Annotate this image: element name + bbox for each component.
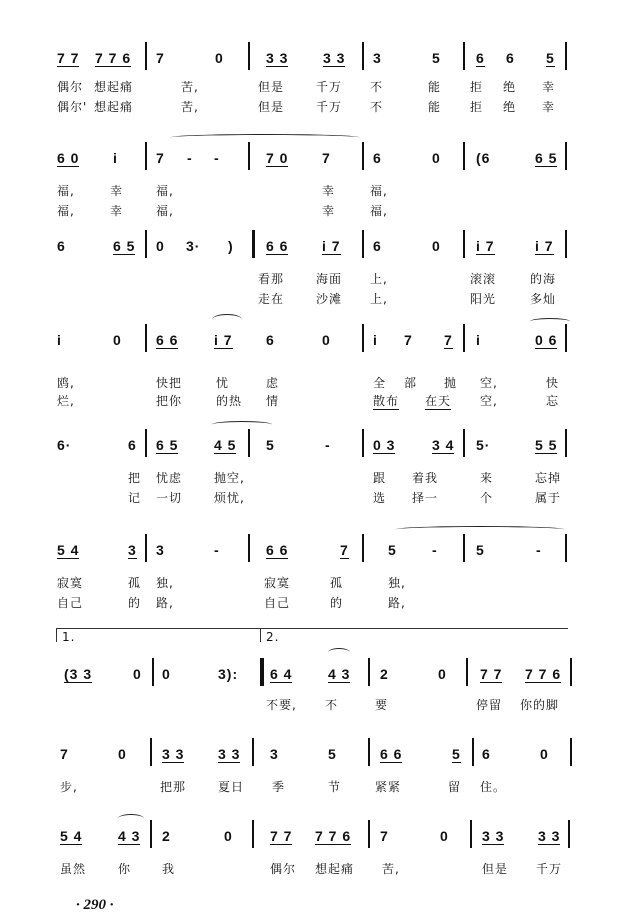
slur (395, 526, 565, 533)
barline (152, 658, 154, 686)
lyric: 住。 (480, 780, 507, 794)
page-number: · 290 · (76, 897, 114, 913)
lyric: 孤 (128, 576, 142, 590)
barline (145, 534, 147, 562)
note: 7 7 (480, 666, 503, 682)
note: - (214, 150, 220, 166)
note: 3 (156, 542, 165, 558)
lyric: 虑 (266, 376, 280, 390)
barline (362, 42, 364, 70)
note: 3· (186, 238, 201, 254)
note: 0 6 (535, 332, 558, 348)
note: 6 (57, 238, 66, 254)
barline (248, 42, 250, 70)
lyric: 停留 (476, 698, 503, 712)
lyric: 抛 (444, 376, 458, 390)
lyric: 择一 (412, 491, 439, 505)
note: i 7 (535, 238, 554, 254)
note: ) (228, 238, 234, 254)
note: 7 7 6 (95, 50, 132, 66)
lyric: 你 (118, 862, 132, 876)
barline (368, 738, 370, 766)
note: i (476, 332, 481, 348)
lyric: 福, (370, 184, 388, 198)
lyric: 自己 (57, 596, 84, 610)
note: 5 (432, 50, 441, 66)
slur (170, 134, 360, 141)
lyric: 绝 (503, 100, 517, 114)
note: (6 (476, 150, 491, 166)
note: 6 (482, 746, 491, 762)
lyric: 忘掉 (535, 471, 562, 485)
note: 7 7 6 (315, 828, 352, 844)
lyric: 散布 (373, 394, 400, 408)
lyric: 幸 (322, 204, 336, 218)
lyric: 着我 (412, 471, 439, 485)
barline (470, 820, 472, 848)
barline (565, 42, 567, 70)
note: i (373, 332, 378, 348)
note: 7 (340, 542, 349, 558)
tie (328, 648, 350, 657)
lyric: 烦忧, (214, 491, 245, 505)
barline (466, 658, 468, 686)
lyric: 独, (156, 576, 174, 590)
lyric: 海面 (316, 272, 343, 286)
lyric: 步, (60, 780, 78, 794)
lyric: 偶尔 (270, 862, 297, 876)
note: 6 6 (156, 332, 179, 348)
note: - (325, 437, 331, 453)
lyric: 幸 (322, 184, 336, 198)
note: 7 0 (266, 150, 289, 166)
lyric: 夏日 (218, 780, 245, 794)
note: 5 (388, 542, 397, 558)
volta-line (260, 628, 261, 642)
barline (145, 230, 147, 258)
lyric: 在天 (425, 394, 452, 408)
note: 0 (133, 666, 142, 682)
note: 0 (162, 666, 171, 682)
lyric: 幸 (110, 184, 124, 198)
note: i (113, 150, 118, 166)
lyric: 福, (156, 204, 174, 218)
repeat-barline (260, 658, 264, 686)
lyric: 空, (480, 376, 498, 390)
note: 4 5 (214, 437, 237, 453)
lyric: 苦, (382, 862, 400, 876)
lyric: 烂, (57, 394, 75, 408)
lyric: 想起痛 (94, 80, 134, 94)
lyric: 拒 (470, 100, 484, 114)
note: 7 7 (57, 50, 80, 66)
note: 3 (373, 50, 382, 66)
lyric: 不 (325, 698, 339, 712)
tie (118, 814, 144, 823)
lyric: 绝 (503, 80, 517, 94)
note: 6 5 (156, 437, 179, 453)
barline (362, 429, 364, 457)
lyric: 紧紧 (375, 780, 402, 794)
lyric: 把你 (156, 394, 183, 408)
lyric: 偶尔 (57, 80, 84, 94)
lyric: 空, (480, 394, 498, 408)
lyric: 想起痛 (94, 100, 134, 114)
lyric: 千万 (316, 100, 343, 114)
note: - (536, 542, 542, 558)
note: 2 (380, 666, 389, 682)
lyric: 阳光 (470, 292, 497, 306)
note: 6 6 (266, 238, 289, 254)
lyric: 走在 (258, 292, 285, 306)
note: 7 (380, 828, 389, 844)
lyric: 虽然 (60, 862, 87, 876)
barline (568, 820, 570, 848)
note: 6 6 (380, 746, 403, 762)
note: 3 (128, 542, 137, 558)
volta-2-label: 2. (266, 630, 280, 644)
lyric: 上, (370, 292, 388, 306)
barline (463, 42, 465, 70)
barline (570, 658, 572, 686)
lyric: 的海 (530, 272, 557, 286)
note: 5 5 (535, 437, 558, 453)
lyric: 看那 (258, 272, 285, 286)
barline (248, 534, 250, 562)
lyric: 苦, (181, 80, 199, 94)
lyric: 上, (370, 272, 388, 286)
note: i 7 (214, 332, 233, 348)
barline (145, 429, 147, 457)
note: 5 4 (60, 828, 83, 844)
lyric: 的热 (216, 394, 243, 408)
note: 4 3 (328, 666, 351, 682)
note: 3): (218, 666, 239, 682)
note: 3 3 (482, 828, 505, 844)
barline (565, 142, 567, 170)
lyric: 季 (272, 780, 286, 794)
barline (565, 230, 567, 258)
note: 7 (156, 50, 165, 66)
barline (145, 142, 147, 170)
lyric: 个 (480, 491, 494, 505)
barline (463, 142, 465, 170)
note: 6 (506, 50, 515, 66)
note: 5· (476, 437, 491, 453)
lyric: 但是 (258, 80, 285, 94)
lyric: 苦, (181, 100, 199, 114)
note: 6 (128, 437, 137, 453)
note: 3 3 (266, 50, 289, 66)
lyric: 把 (128, 471, 142, 485)
lyric: 福, (57, 184, 75, 198)
note: 3 4 (432, 437, 455, 453)
lyric: 不 (370, 100, 384, 114)
volta-bracket (56, 628, 568, 629)
volta-line (56, 628, 57, 642)
note: 5 (546, 50, 555, 66)
note: 7 (404, 332, 413, 348)
lyric: 选 (373, 491, 387, 505)
lyric: 福, (370, 204, 388, 218)
note: 7 (60, 746, 69, 762)
barline (145, 324, 147, 352)
note: i (57, 332, 62, 348)
volta-1-label: 1. (62, 630, 76, 644)
lyric: 的 (330, 596, 344, 610)
lyric: 你的脚 (520, 698, 560, 712)
note: 0 (432, 238, 441, 254)
barline (248, 429, 250, 457)
lyric: 幸 (110, 204, 124, 218)
barline (570, 738, 572, 766)
barline (472, 738, 474, 766)
note: 0 (215, 50, 224, 66)
barline (145, 42, 147, 70)
note: 0 (440, 828, 449, 844)
barline (565, 429, 567, 457)
lyric: 抛空, (214, 471, 245, 485)
note: 5 4 (57, 542, 80, 558)
lyric: 千万 (536, 862, 563, 876)
lyric: 要 (375, 698, 389, 712)
note: 0 (322, 332, 331, 348)
note: 3 (270, 746, 279, 762)
lyric: 忧虑 (156, 471, 183, 485)
note: 0 (156, 238, 165, 254)
barline (368, 658, 370, 686)
lyric: 幸 (542, 80, 556, 94)
note: 6 (266, 332, 275, 348)
note: i 7 (322, 238, 341, 254)
lyric: 独, (388, 576, 406, 590)
lyric: 能 (428, 100, 442, 114)
note: 3 3 (162, 746, 185, 762)
lyric: 的 (128, 596, 142, 610)
lyric: 孤 (330, 576, 344, 590)
note: 7 (156, 150, 165, 166)
lyric: 不要, (266, 698, 297, 712)
barline (252, 738, 254, 766)
lyric: 情 (266, 394, 280, 408)
lyric: 但是 (258, 100, 285, 114)
note: 6 (373, 238, 382, 254)
barline (565, 534, 567, 562)
note: 4 3 (118, 828, 141, 844)
lyric: 不 (370, 80, 384, 94)
lyric: 自己 (264, 596, 291, 610)
lyric: 留 (448, 780, 462, 794)
lyric: 滚滚 (470, 272, 497, 286)
note: 7 7 6 (525, 666, 562, 682)
barline (362, 324, 364, 352)
lyric: 寂寞 (57, 576, 84, 590)
lyric: 偶尔' (57, 100, 88, 114)
note: 0 (438, 666, 447, 682)
lyric: 忧 (216, 376, 230, 390)
lyric: 我 (162, 862, 176, 876)
lyric: 来 (480, 471, 494, 485)
note: - (214, 542, 220, 558)
barline (150, 738, 152, 766)
lyric: 幸 (542, 100, 556, 114)
note: 6 4 (270, 666, 293, 682)
lyric: 千万 (316, 80, 343, 94)
lyric: 记 (128, 491, 142, 505)
note: 6 5 (535, 150, 558, 166)
barline (565, 324, 567, 352)
lyric: 鸥, (57, 376, 75, 390)
barline (248, 324, 250, 352)
note: 3 3 (323, 50, 346, 66)
note: - (432, 542, 438, 558)
note: 0 (540, 746, 549, 762)
note: 3 3 (538, 828, 561, 844)
barline (150, 820, 152, 848)
lyric: 把那 (160, 780, 187, 794)
note: 0 (118, 746, 127, 762)
note: 2 (162, 828, 171, 844)
lyric: 拒 (470, 80, 484, 94)
double-barline (252, 230, 255, 258)
note: 0 3 (373, 437, 396, 453)
note: 6 6 (266, 542, 289, 558)
lyric: 多灿 (530, 292, 557, 306)
lyric: 节 (328, 780, 342, 794)
note: 6 (476, 50, 485, 66)
note: 6 0 (57, 150, 80, 166)
barline (463, 324, 465, 352)
barline (463, 429, 465, 457)
note: 5 (328, 746, 337, 762)
lyric: 寂寞 (264, 576, 291, 590)
slur (212, 421, 272, 428)
note: - (187, 150, 193, 166)
lyric: 想起痛 (315, 862, 355, 876)
lyric: 快把 (156, 376, 183, 390)
note: 0 (113, 332, 122, 348)
note: 0 (432, 150, 441, 166)
note: 6 5 (113, 238, 136, 254)
barline (368, 820, 370, 848)
note: 5 (266, 437, 275, 453)
barline (248, 142, 250, 170)
note: 3 3 (218, 746, 241, 762)
lyric: 但是 (482, 862, 509, 876)
barline (463, 230, 465, 258)
barline (362, 230, 364, 258)
lyric: 福, (156, 184, 174, 198)
barline (252, 820, 254, 848)
lyric: 跟 (373, 471, 387, 485)
lyric: 属于 (535, 491, 562, 505)
lyric: 沙滩 (316, 292, 343, 306)
lyric: 部 (404, 376, 418, 390)
lyric: 快 (546, 376, 560, 390)
note: 7 (322, 150, 331, 166)
note: 6· (57, 437, 72, 453)
slur (530, 318, 570, 325)
note: 5 (452, 746, 461, 762)
lyric: 路, (388, 596, 406, 610)
barline (463, 534, 465, 562)
lyric: 一切 (156, 491, 183, 505)
tie (212, 314, 242, 325)
note: 7 7 (270, 828, 293, 844)
note: 0 (224, 828, 233, 844)
lyric: 全 (373, 376, 387, 390)
lyric: 福, (57, 204, 75, 218)
note: 7 (444, 332, 453, 348)
note: (3 3 (64, 666, 93, 682)
note: 6 (373, 150, 382, 166)
note: i 7 (476, 238, 495, 254)
lyric: 忘 (546, 394, 560, 408)
barline (362, 534, 364, 562)
lyric: 能 (428, 80, 442, 94)
note: 5 (476, 542, 485, 558)
barline (362, 142, 364, 170)
lyric: 路, (156, 596, 174, 610)
